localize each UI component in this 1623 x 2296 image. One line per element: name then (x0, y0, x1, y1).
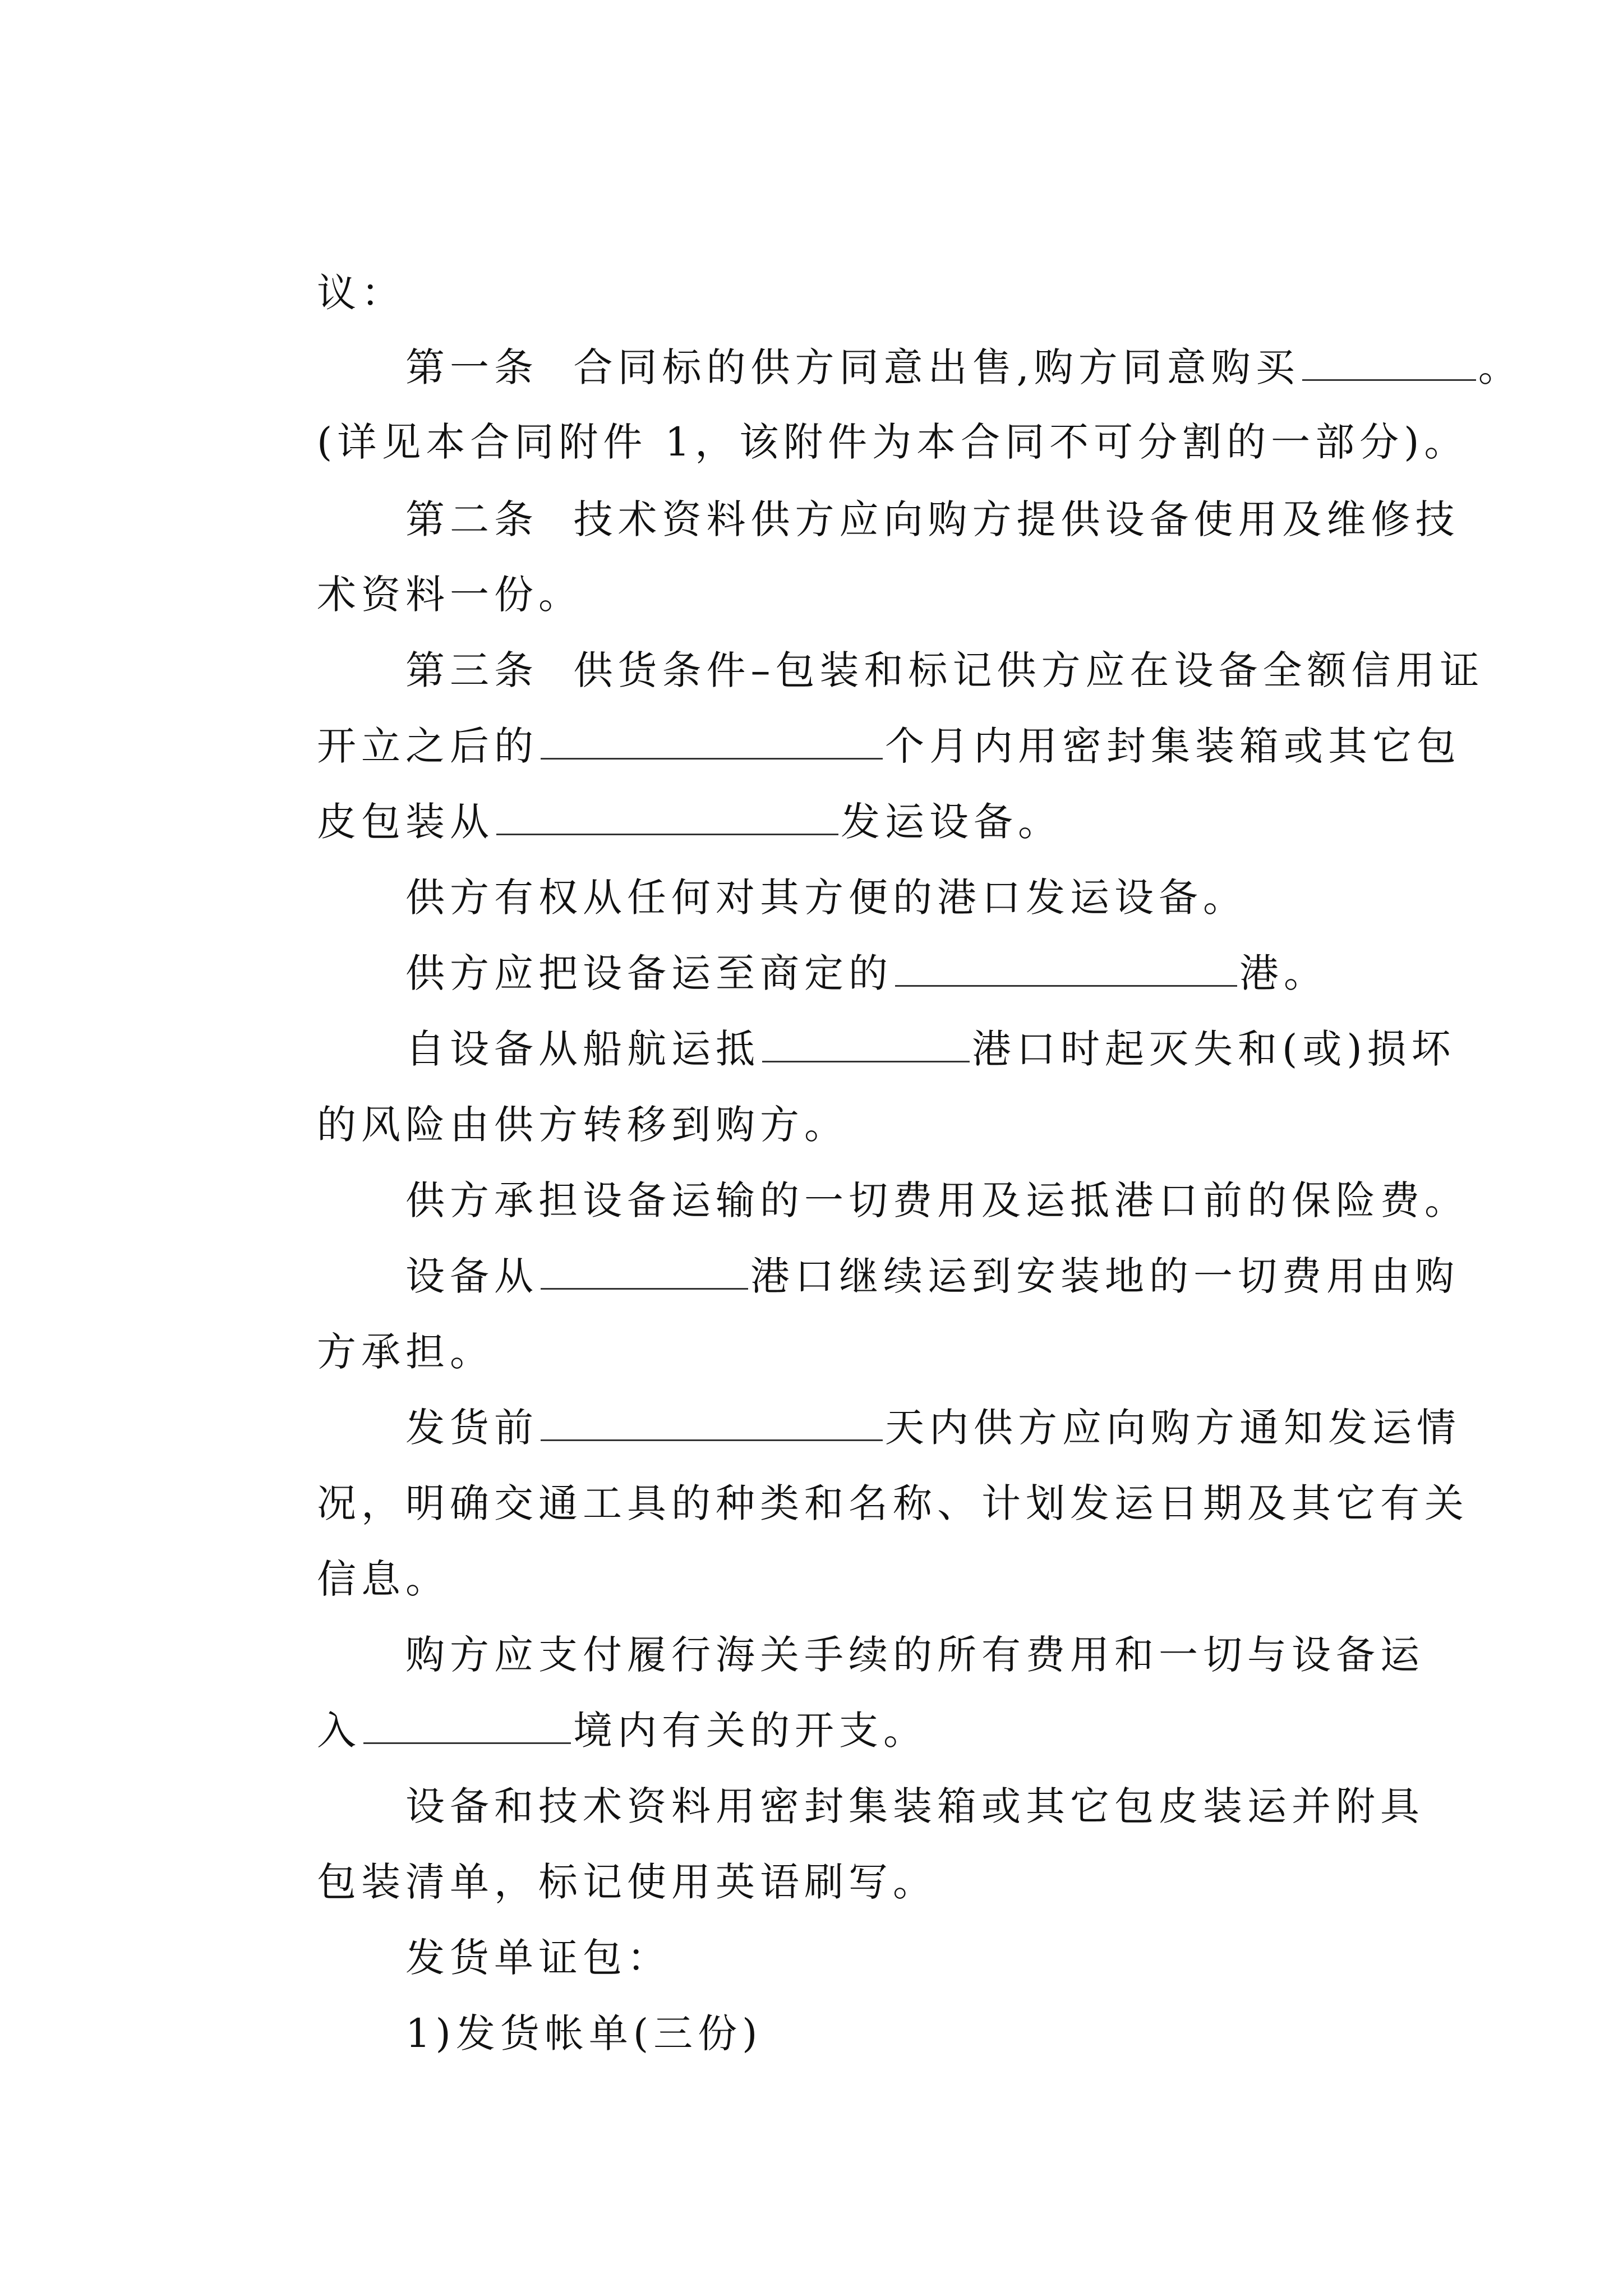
text-line (247, 1798, 938, 1905)
line-text: 港口继续运到安装地的一切费用由购 (750, 1253, 1460, 1299)
line-text: 开立之后的 (317, 723, 539, 769)
text-line (335, 813, 1248, 921)
line-text: 第三条 供货条件–包装和标记供方应在设备全额信用证 (405, 647, 1484, 693)
line-text: 购方应支付履行海关手续的所有费用和一切与设备运 (405, 1632, 1425, 1678)
text-line (335, 1722, 1425, 1829)
line-text: 方承担。 (317, 1329, 495, 1375)
text-line (335, 283, 1523, 390)
line-text: 1)发货帐单(三份) (405, 2010, 763, 2056)
text-line (247, 510, 583, 618)
line-text: 天内供方应向购方通知发运情 (885, 1405, 1461, 1451)
line-text: 发货单证包： (405, 1935, 672, 1981)
text-line (335, 889, 1329, 996)
text-line (247, 662, 1461, 769)
text-line (335, 1874, 672, 1981)
line-text: 。 (1478, 344, 1523, 390)
line-text: 第一条 合同标的供方同意出售,购方同意购买 (405, 344, 1300, 390)
text-line (335, 1343, 1461, 1451)
text-line (247, 1419, 1469, 1526)
line-text: (详见本合同附件 1，该附件为本合同不可分割的一部分)。 (317, 419, 1469, 465)
line-text: 发运设备。 (841, 799, 1063, 845)
line-text: 供方应把设备运至商定的 (405, 950, 893, 996)
line-text: 设备从 (405, 1253, 539, 1299)
text-line (335, 1949, 763, 2056)
text-line (335, 586, 1484, 693)
text-line (247, 1268, 495, 1375)
line-text: 自设备从船航运抵 (405, 1026, 760, 1072)
line-text: 包装清单，标记使用英语刷写。 (317, 1859, 938, 1905)
line-text: 发货前 (405, 1405, 539, 1451)
line-text: 信息。 (317, 1556, 450, 1602)
line-text: 供方有权从任何对其方便的港口发运设备。 (405, 875, 1248, 921)
line-text: 港口时起灭失和(或)损坏 (972, 1026, 1456, 1072)
line-text: 港。 (1239, 950, 1329, 996)
line-text: 设备和技术资料用密封集装箱或其它包皮装运并附具 (405, 1783, 1425, 1829)
text-line (247, 1495, 450, 1602)
text-line (335, 1116, 1469, 1223)
text-line (335, 965, 1456, 1072)
text-line (335, 435, 1460, 542)
line-text: 况，明确交通工具的种类和名称、计划发运日期及其它有关 (317, 1480, 1469, 1526)
text-line (247, 1646, 928, 1754)
line-text: 议： (317, 270, 406, 316)
line-text: 术资料一份。 (317, 572, 583, 618)
text-line (335, 1571, 1425, 1678)
text-line (335, 1192, 1460, 1299)
line-text: 皮包装从 (317, 799, 495, 845)
line-text: 第二条 技术资料供方应向购方提供设备使用及维修技 (405, 496, 1460, 542)
line-text: 供方承担设备运输的一切费用及运抵港口前的保险费。 (405, 1177, 1469, 1223)
line-text: 的风险由供方转移到购方。 (317, 1102, 849, 1148)
line-text: 个月内用密封集装箱或其它包 (885, 723, 1461, 769)
fill-blank (541, 1253, 748, 1290)
text-line (247, 738, 1063, 845)
text-line (247, 1041, 849, 1148)
text-line (247, 358, 1469, 465)
text-line (247, 209, 406, 316)
line-text: 入 (317, 1708, 362, 1754)
line-text: 境内有关的开支。 (573, 1708, 928, 1754)
